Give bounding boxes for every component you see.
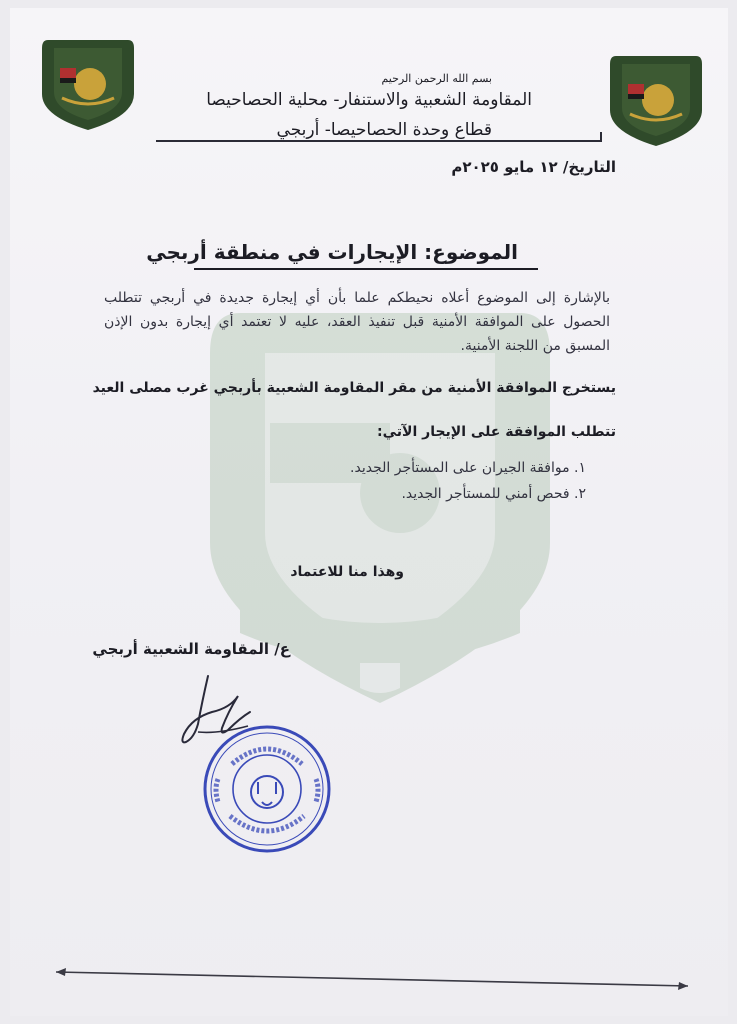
document-page (10, 8, 728, 1016)
unit-name: قطاع وحدة الحصاحيصا- أربجي (276, 120, 492, 140)
header-divider-tick (600, 132, 602, 142)
official-stamp (202, 724, 332, 854)
signer-line: ع/ المقاومة الشعبية أربجي (92, 640, 290, 658)
requirements-heading: تتطلب الموافقة على الإيجار الآتي: (377, 424, 616, 440)
bottom-arrow-line (50, 966, 694, 992)
document-date: التاريخ/ ١٢ مايو ٢٠٢٥م (451, 158, 616, 176)
emblem-logo-left (38, 32, 138, 132)
approval-location-line: يستخرج الموافقة الأمنية من مقر المقاومة الشعبية بأربجي غرب مصلى العيد (92, 380, 616, 396)
organization-name: المقاومة الشعبية والاستنفار- محلية الحصاحيصا (206, 90, 532, 110)
list-item: ١. موافقة الجيران على المستأجر الجديد. (350, 460, 586, 476)
emblem-logo-right (606, 48, 706, 148)
subject-underline (194, 268, 538, 270)
body-paragraph: بالإشارة إلى الموضوع أعلاه نحيطكم علما بأن أي إيجارة جديدة في أربجي تتطلب الحصول على الموافقة الأمنية قبل تنفيذ العقد، عليه لا تعتمد أي إيجارة بدون الإذن المسبق من اللجنة الأمنية. (104, 290, 610, 354)
header-divider (156, 140, 600, 142)
subject-heading: الموضوع: الإيجارات في منطقة أربجي (146, 240, 518, 264)
closing-line: وهذا منا للاعتماد (290, 564, 404, 580)
requirements-list (350, 460, 586, 512)
list-item: ٢. فحص أمني للمستأجر الجديد. (401, 486, 586, 502)
basmala: بسم الله الرحمن الرحيم (381, 72, 492, 85)
